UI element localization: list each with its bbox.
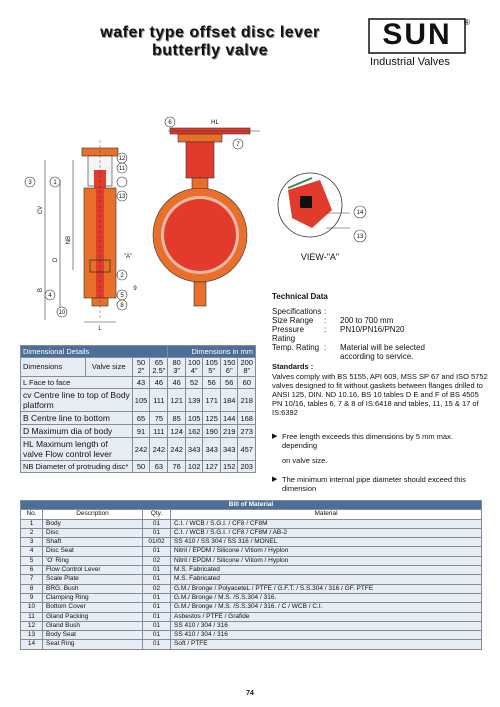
bom-material: C.I. / WCB / S.G.I. / CF8 / CF8M (171, 519, 482, 528)
bom-material: Nitril / EPDM / Silicone / Vitiom / Hyplon (171, 556, 482, 565)
bom-no: 4 (21, 547, 43, 556)
bom-desc: Gland Bush (43, 621, 143, 630)
dim-symbol: HL (23, 439, 34, 449)
dim-description: Maximum dia of body (31, 426, 113, 436)
size-in: 5" (208, 366, 216, 375)
marker-a: "A" (123, 254, 133, 260)
tech-key: Pressure Rating (272, 325, 305, 343)
balloon-label-14: 14 (356, 210, 364, 216)
dim-cell: 56 (203, 377, 221, 389)
tech-key (272, 352, 324, 361)
bom-no: 10 (21, 603, 43, 612)
dim-cell: 111 (150, 425, 168, 438)
bom-no: 7 (21, 575, 43, 584)
balloon-label-5: 5 (120, 293, 124, 299)
dim-cell: 91 (132, 425, 150, 438)
dim-size-col (203, 358, 221, 377)
dim-symbol: L (23, 378, 27, 387)
bom-qty: 01 (143, 528, 171, 537)
bom-material: M.S. Fabricated (171, 575, 482, 584)
arrow-bullet-icon: ▶ (272, 476, 278, 483)
bom-material: C.I. / WCB / S.G.I. / CF8 / CF8M / AB-2 (171, 528, 482, 537)
bom-desc: Disc Seat (43, 547, 143, 556)
bom-title-row (21, 501, 482, 510)
bom-row (21, 528, 482, 537)
balloon-label-6: 6 (168, 120, 172, 126)
dim-table-unit: Dimensions in mm (168, 346, 256, 358)
size-mm: 80 (172, 358, 181, 367)
dim-cell: 242 (150, 438, 168, 461)
dim-cell: 219 (220, 425, 238, 438)
dim-size-col (132, 358, 150, 377)
tech-value (340, 307, 480, 316)
dim-cell: 111 (150, 389, 168, 412)
bom-qty: 01 (143, 593, 171, 602)
arrow-bullet-icon: ▶ (272, 433, 278, 440)
size-mm: 105 (205, 358, 218, 367)
balloon-label-3: 3 (28, 180, 32, 186)
bom-row (21, 566, 482, 575)
balloon-label-9: 9 (133, 286, 137, 292)
front-view (153, 128, 260, 306)
size-mm: 65 (154, 358, 164, 367)
dim-cell: 125 (203, 412, 221, 425)
title-line-2: butterfly valve (152, 42, 268, 59)
bom-material: G.M./ Bronge / PolyaceteL / PTFE / G.F.T. / S.S.304 / 316 / GF. PTFE (171, 584, 482, 593)
dim-symbol: B (23, 413, 29, 423)
bom-no: 2 (21, 528, 43, 537)
note-line-1: Free length exceeds this dimensions by 5 mm max. depending (282, 432, 453, 450)
dim-description: Diameter of protruding disc* (35, 462, 129, 471)
bom-row (21, 575, 482, 584)
size-in: 8" (243, 366, 251, 375)
size-in: 2" (137, 366, 145, 375)
dim-label-nb: NB (66, 235, 72, 245)
size-mm: 150 (222, 358, 236, 367)
bom-qty: 01 (143, 519, 171, 528)
tech-key: Temp. Rating (272, 343, 320, 352)
balloon-label-1: 1 (53, 180, 57, 186)
bom-material: SS 410 / 304 / 316 (171, 631, 482, 640)
dim-col-valve-size: Valve size (85, 358, 132, 377)
bom-desc: Clamping Ring (43, 593, 143, 602)
bom-desc: Shaft (43, 538, 143, 547)
dim-row-d (21, 425, 256, 438)
bom-title: Bill of Material (21, 501, 482, 510)
bom-qty: 01/02 (143, 538, 171, 547)
dim-size-col (185, 358, 203, 377)
size-in: 2.5" (152, 366, 166, 375)
tech-row (272, 325, 482, 343)
dim-cell: 46 (150, 377, 168, 389)
dim-table-header-row (21, 358, 256, 377)
dim-cell: 343 (220, 438, 238, 461)
dim-row-hl (21, 438, 256, 461)
tech-key: Specifications (272, 307, 322, 316)
dimensional-details-table (20, 345, 256, 473)
dim-cell: 242 (168, 438, 186, 461)
size-in: 4" (190, 366, 198, 375)
bom-qty: 02 (143, 556, 171, 565)
note-line-1: The minimum internal pipe diameter should exceed this dimension (282, 475, 466, 493)
bom-material: G.M./ Bronge / M.S. /S.S.304 / 316. (171, 593, 482, 602)
bom-row (21, 556, 482, 565)
balloon-label-4: 4 (48, 293, 52, 299)
dim-cell: 63 (150, 461, 168, 473)
technical-data (272, 292, 482, 361)
bom-qty: 01 (143, 603, 171, 612)
dim-cell: 105 (132, 389, 150, 412)
bom-material: SS 410 / 304 / 316 (171, 621, 482, 630)
tech-value: according to service. (340, 352, 414, 361)
bom-material: SS 410 / SS 304 / SS 316 / MONEL (171, 538, 482, 547)
bom-desc: BRG. Bush (43, 584, 143, 593)
bom-no: 1 (21, 519, 43, 528)
bom-no: 11 (21, 612, 43, 621)
bom-desc: Seat Ring (43, 640, 143, 649)
dim-label-l: L (98, 326, 102, 332)
bom-row (21, 631, 482, 640)
tech-colon: : (324, 307, 327, 316)
bom-no: 3 (21, 538, 43, 547)
size-in: 3" (173, 366, 181, 375)
page-number: 74 (246, 690, 254, 697)
side-view (45, 140, 118, 322)
dim-cell: 139 (185, 389, 203, 412)
dim-description: Maximum length of valve Flow control lever (23, 439, 112, 459)
bom-no: 9 (21, 593, 43, 602)
bom-row (21, 547, 482, 556)
bom-qty: 01 (143, 575, 171, 584)
bom-header-qty: Qty. (143, 510, 171, 519)
bom-row (21, 593, 482, 602)
brand-subtitle: Industrial Valves (370, 56, 450, 68)
balloon-label-7: 7 (236, 142, 240, 148)
dim-row-nb (21, 461, 256, 473)
dim-size-col (220, 358, 238, 377)
bom-row (21, 621, 482, 630)
tech-key: Size Range (272, 316, 314, 325)
dim-cell: 127 (203, 461, 221, 473)
bom-header-desc: Description (43, 510, 143, 519)
dim-table-title: Dimensional Details (21, 346, 168, 358)
brand-logo (368, 18, 476, 76)
bom-desc: Disc (43, 528, 143, 537)
dim-col-dimensions: Dimensions (21, 358, 86, 377)
tech-value: PN10/PN16/PN20 (340, 325, 405, 334)
tech-row (272, 343, 482, 352)
balloon-label-2: 2 (120, 273, 124, 279)
dim-label-d: D (53, 257, 59, 263)
dim-table-title-row (21, 346, 256, 358)
dim-cell: 190 (203, 425, 221, 438)
bom-no: 8 (21, 584, 43, 593)
dim-cell: 102 (185, 461, 203, 473)
bom-no: 12 (21, 621, 43, 630)
balloon-label-11: 11 (118, 166, 126, 172)
tech-colon (324, 352, 340, 361)
dim-cell: 46 (168, 377, 186, 389)
bom-row (21, 538, 482, 547)
dim-cell: 218 (238, 389, 256, 412)
dim-row-b (21, 412, 256, 425)
dim-cell: 152 (220, 461, 238, 473)
dim-cell: 242 (132, 438, 150, 461)
dim-cell: 65 (132, 412, 150, 425)
dim-cell: 144 (220, 412, 238, 425)
bom-row (21, 612, 482, 621)
bom-row (21, 603, 482, 612)
dim-size-col (168, 358, 186, 377)
bill-of-material-table (20, 500, 482, 650)
dim-row-cv (21, 389, 256, 412)
dim-cell: 121 (168, 389, 186, 412)
bom-desc: Flow Control Lever (43, 566, 143, 575)
size-mm: 200 (240, 358, 253, 367)
dim-cell: 168 (238, 412, 256, 425)
dim-description: Centre line to bottom (31, 413, 110, 423)
dim-size-col (238, 358, 256, 377)
standards-block (272, 362, 488, 417)
dim-cell: 43 (132, 377, 150, 389)
dim-symbol: D (23, 426, 30, 436)
dim-description: Face to face (29, 378, 71, 387)
bom-no: 14 (21, 640, 43, 649)
bom-qty: 02 (143, 584, 171, 593)
bom-row (21, 519, 482, 528)
bom-desc: 'O' Ring (43, 556, 143, 565)
dim-symbol: cv (23, 390, 32, 400)
dim-cell: 457 (238, 438, 256, 461)
dim-row-l (21, 377, 256, 389)
dim-cell: 52 (185, 377, 203, 389)
dim-cell: 343 (203, 438, 221, 461)
balloon-label-8: 8 (120, 303, 124, 309)
brand-name: SUN (382, 18, 452, 51)
bom-qty: 01 (143, 612, 171, 621)
title-line-1: wafer type offset disc lever (100, 24, 320, 41)
tech-row (272, 307, 482, 316)
detail-view (278, 173, 350, 237)
dim-row-label (21, 412, 133, 425)
bom-qty: 01 (143, 631, 171, 640)
dim-cell: 343 (185, 438, 203, 461)
bom-qty: 01 (143, 621, 171, 630)
tech-colon: : (324, 325, 327, 334)
dim-cell: 85 (168, 412, 186, 425)
dim-cell: 75 (150, 412, 168, 425)
bom-material: Asbestos / PTFE / Grafide (171, 612, 482, 621)
dim-description: Centre line to top of Body platform (23, 390, 130, 410)
dim-cell: 76 (168, 461, 186, 473)
balloon-label-10: 10 (58, 310, 66, 316)
balloon-label-13: 13 (118, 194, 126, 200)
bom-desc: Body (43, 519, 143, 528)
bom-desc: Bottom Cover (43, 603, 143, 612)
bom-header-material: Material (171, 510, 482, 519)
dim-row-label (21, 461, 133, 473)
view-a-label: VIEW-"A" (300, 252, 340, 262)
bom-material: Soft / PTFE (171, 640, 482, 649)
note-item (272, 432, 488, 465)
dim-label-b: B (38, 287, 44, 293)
size-mm: 100 (187, 358, 201, 367)
bom-desc: Scale Plate (43, 575, 143, 584)
note-line-2: on valve size. (282, 456, 328, 465)
bom-header-no: No. (21, 510, 43, 519)
bom-qty: 01 (143, 566, 171, 575)
dim-label-cv: CV (38, 205, 44, 215)
bom-no: 5 (21, 556, 43, 565)
dim-symbol: NB (23, 462, 34, 471)
bom-qty: 01 (143, 640, 171, 649)
dim-row-label (21, 438, 133, 461)
tech-colon: : (324, 316, 327, 325)
dim-row-label (21, 389, 133, 412)
dim-label-hl: HL (211, 120, 219, 126)
balloon-label-13-detail: 13 (356, 234, 364, 240)
bom-no: 6 (21, 566, 43, 575)
tech-row (272, 316, 482, 325)
tech-value: Material will be selected (340, 343, 425, 352)
bom-header-row (21, 510, 482, 519)
dim-cell: 56 (220, 377, 238, 389)
dim-cell: 60 (238, 377, 256, 389)
bom-material: M.S. Fabricated (171, 566, 482, 575)
tech-row (272, 352, 482, 361)
size-mm: 50 (136, 358, 146, 367)
dim-cell: 184 (220, 389, 238, 412)
size-in: 6" (225, 366, 233, 375)
dim-cell: 105 (185, 412, 203, 425)
dim-cell: 50 (132, 461, 150, 473)
bom-desc: Gland Packing (43, 612, 143, 621)
dim-cell: 162 (185, 425, 203, 438)
standards-text: Valves comply with BS 5155, API 609, MSS SP 67 and ISO 5752 valves designed to fit without gaskets between flanges drilled to ANSI 125, DIN. ND 10.16, BS 10 tables D E and F of BS 4505 PN 10/16, tables 6, 7 & 8 of IS:6418 and tables, 11, 15 & 17 of IS:6392 (272, 372, 488, 417)
dim-cell: 273 (238, 425, 256, 438)
bom-material: Nitril / EPDM / Silicone / Vitiom / Hyplon (171, 547, 482, 556)
standards-title: Standards : (272, 362, 314, 371)
balloon-label-12: 12 (118, 156, 126, 162)
bom-material: G.M./ Bronge / M.S. /S.S.304 / 316. / C / WCB / C.I. (171, 603, 482, 612)
bom-desc: Body Seat (43, 631, 143, 640)
balloon-1b (117, 177, 127, 187)
bom-qty: 01 (143, 547, 171, 556)
dim-cell: 171 (203, 389, 221, 412)
dim-size-col (150, 358, 168, 377)
tech-value: 200 to 700 mm (340, 316, 394, 325)
bom-row (21, 640, 482, 649)
dim-cell: 203 (238, 461, 256, 473)
tech-data-title: Technical Data (272, 292, 328, 301)
dim-row-label (21, 425, 133, 438)
page-title (60, 24, 360, 60)
dim-cell: 124 (168, 425, 186, 438)
bom-no: 13 (21, 631, 43, 640)
registered-mark: ® (464, 18, 470, 27)
tech-colon: : (324, 343, 327, 352)
bom-row (21, 584, 482, 593)
dim-row-label (21, 377, 133, 389)
